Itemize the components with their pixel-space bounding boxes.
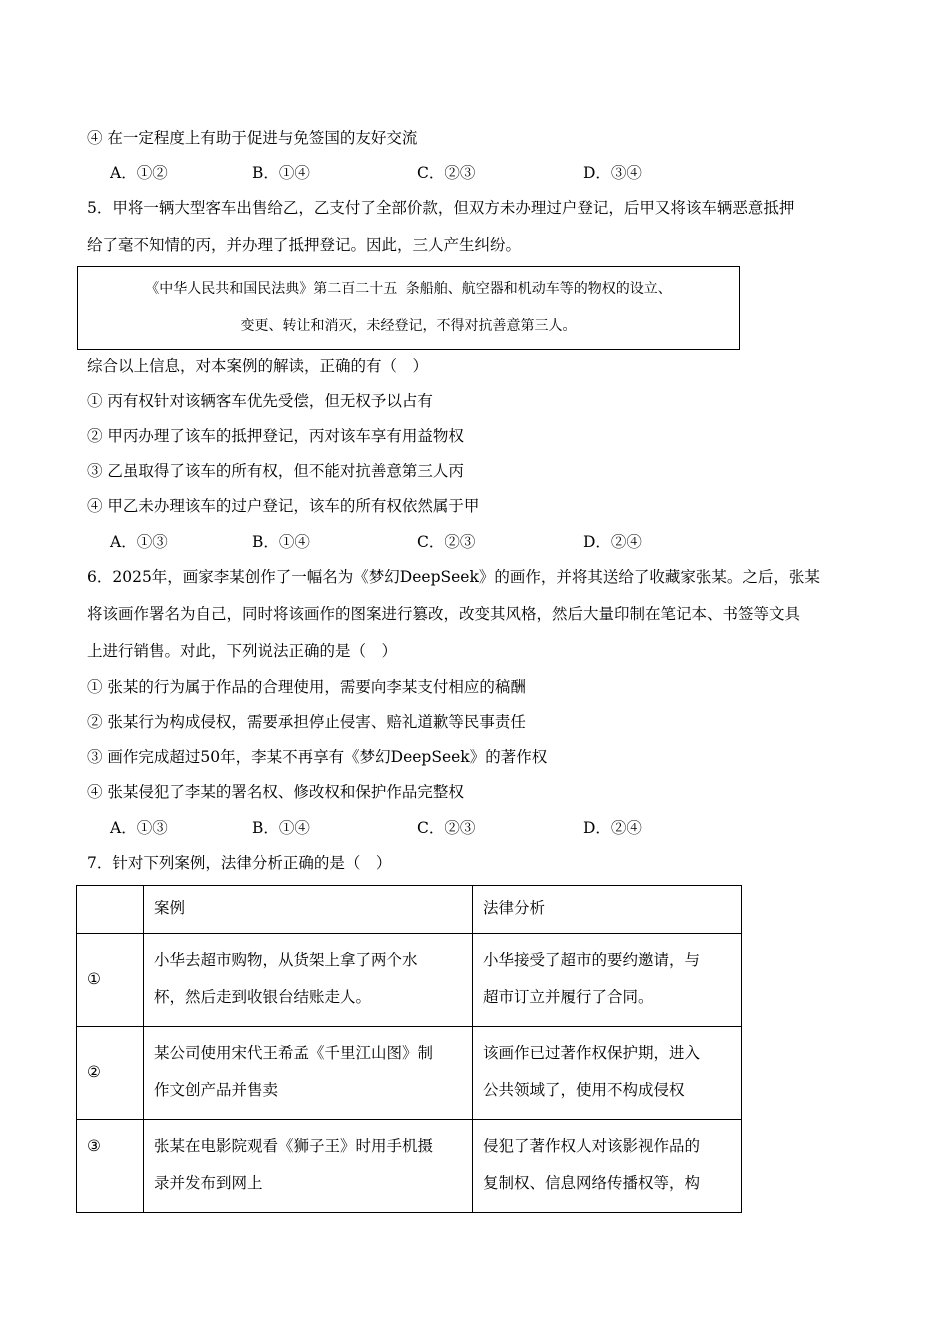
analysis-line: 复制权、信息网络传播权等，构 <box>483 1174 701 1192</box>
analysis-line: 公共领域了，使用不构成侵权 <box>483 1081 685 1099</box>
table-row <box>77 934 742 1027</box>
q6-options <box>110 818 730 838</box>
row-analysis <box>473 1027 742 1120</box>
q5-option-d: D．②④ <box>583 533 642 551</box>
q5-law-excerpt-box <box>77 266 740 350</box>
table-row <box>77 1120 742 1213</box>
case-line: 作文创产品并售卖 <box>154 1081 279 1099</box>
analysis-line: 超市订立并履行了合同。 <box>483 988 654 1006</box>
q4-option-b: B．①④ <box>252 164 310 182</box>
case-line: 杯，然后走到收银台结账走人。 <box>154 988 372 1006</box>
q5-item-2: ② 甲丙办理了该车的抵押登记，丙对该车享有用益物权 <box>87 427 464 445</box>
q6-item-4: ④ 张某侵犯了李某的署名权、修改权和保护作品完整权 <box>87 783 464 801</box>
q6-option-c: C．②③ <box>417 819 476 837</box>
case-line: 某公司使用宋代王希孟《千里江山图》制 <box>154 1044 434 1062</box>
q5-stem-line-1: 5．甲将一辆大型客车出售给乙，乙支付了全部价款，但双方未办理过户登记，后甲又将该车辆恶意抵押 <box>87 199 795 217</box>
q6-item-3: ③ 画作完成超过50年，李某不再享有《梦幻DeepSeek》的著作权 <box>87 748 548 766</box>
row-number: ① <box>77 934 144 1027</box>
table-row <box>77 1027 742 1120</box>
q6-option-a: A．①③ <box>110 819 168 837</box>
q5-stem-line-2: 给了毫不知情的丙，并办理了抵押登记。因此，三人产生纠纷。 <box>87 236 522 254</box>
header-number <box>77 886 144 934</box>
q5-option-a: A．①③ <box>110 533 168 551</box>
q5-options <box>110 532 730 552</box>
q7-stem: 7．针对下列案例，法律分析正确的是（ ） <box>87 854 392 872</box>
case-line: 张某在电影院观看《狮子王》时用手机摄 <box>154 1137 434 1155</box>
q6-stem-line-3: 上进行销售。对此，下列说法正确的是（ ） <box>87 642 398 660</box>
row-case <box>144 1120 473 1213</box>
row-case <box>144 934 473 1027</box>
q5-item-3: ③ 乙虽取得了该车的所有权，但不能对抗善意第三人丙 <box>87 462 464 480</box>
header-case: 案例 <box>144 886 473 934</box>
case-line: 录并发布到网上 <box>154 1174 263 1192</box>
q5-law-line-2: 变更、转让和消灭，未经登记，不得对抗善意第三人。 <box>240 318 577 334</box>
q6-option-b: B．①④ <box>252 819 310 837</box>
row-analysis <box>473 1120 742 1213</box>
q7-case-table <box>76 885 742 1213</box>
table-header-row <box>77 886 742 934</box>
q5-item-1: ① 丙有权针对该辆客车优先受偿，但无权予以占有 <box>87 392 433 410</box>
q5-law-line-1: 《中华人民共和国民法典》第二百二十五 条船舶、航空器和机动车等的物权的设立、 <box>145 281 672 297</box>
q6-item-1: ① 张某的行为属于作品的合理使用，需要向李某支付相应的稿酬 <box>87 678 526 696</box>
q5-option-b: B．①④ <box>252 533 310 551</box>
row-analysis <box>473 934 742 1027</box>
row-number: ③ <box>77 1120 144 1213</box>
analysis-line: 侵犯了著作权人对该影视作品的 <box>483 1137 701 1155</box>
q4-options <box>110 163 730 183</box>
row-case <box>144 1027 473 1120</box>
q6-stem-line-2: 将该画作署名为自己，同时将该画作的图案进行篡改，改变其风格，然后大量印制在笔记本、书签等文具 <box>87 605 801 623</box>
q4-option-c: C．②③ <box>417 164 476 182</box>
analysis-line: 该画作已过著作权保护期，进入 <box>483 1044 701 1062</box>
q4-item-4: ④ 在一定程度上有助于促进与免签国的友好交流 <box>87 129 418 147</box>
q6-item-2: ② 张某行为构成侵权，需要承担停止侵害、赔礼道歉等民事责任 <box>87 713 526 731</box>
case-line: 小华去超市购物，从货架上拿了两个水 <box>154 951 418 969</box>
q5-item-4: ④ 甲乙未办理该车的过户登记，该车的所有权依然属于甲 <box>87 497 480 515</box>
header-analysis: 法律分析 <box>473 886 742 934</box>
q5-option-c: C．②③ <box>417 533 476 551</box>
q6-option-d: D．②④ <box>583 819 642 837</box>
q6-stem-line-1: 6．2025年，画家李某创作了一幅名为《梦幻DeepSeek》的画作，并将其送给了收藏家张某。之后，张某 <box>87 568 820 586</box>
q4-option-a: A．①② <box>110 164 168 182</box>
q5-question: 综合以上信息，对本案例的解读，正确的有（ ） <box>87 357 429 375</box>
q4-option-d: D．③④ <box>583 164 642 182</box>
analysis-line: 小华接受了超市的要约邀请，与 <box>483 951 701 969</box>
row-number: ② <box>77 1027 144 1120</box>
